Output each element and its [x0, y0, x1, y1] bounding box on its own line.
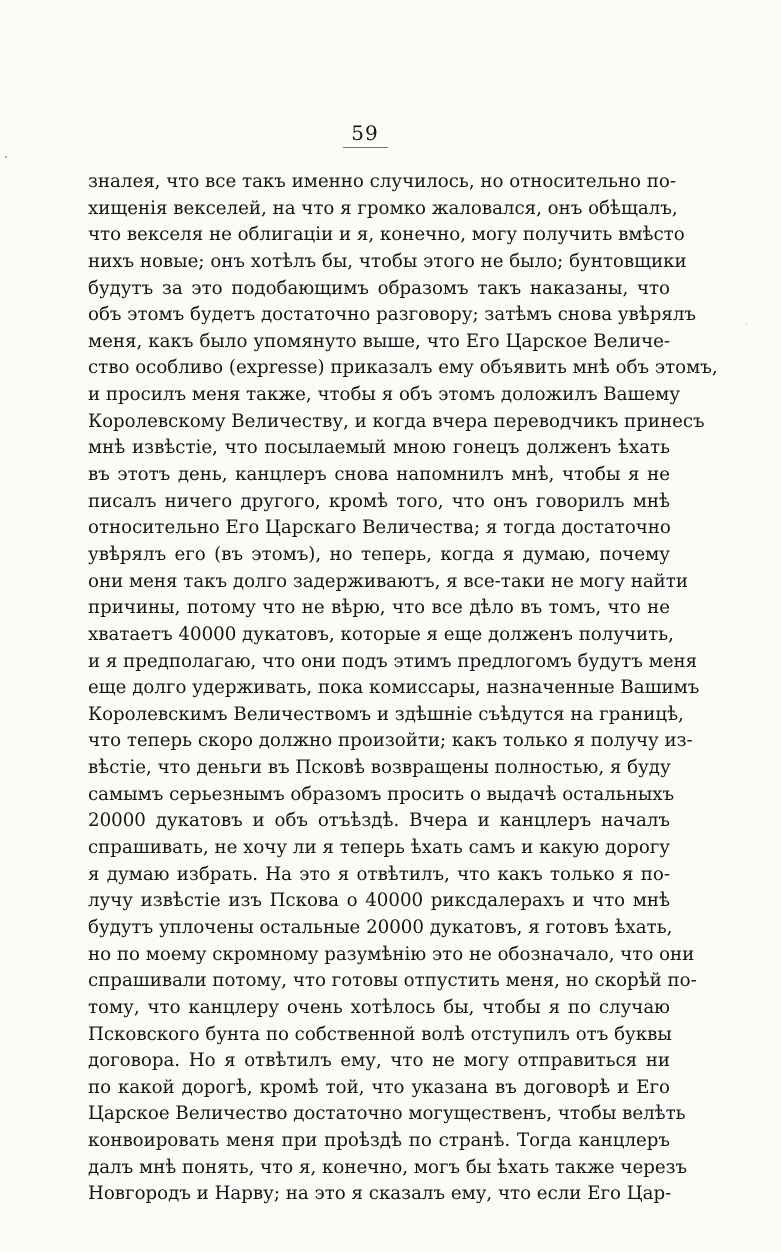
text-line: что векселя не облигаціи и я, конечно, могу получить вмѣсто — [88, 224, 685, 246]
page-number: 59 — [351, 121, 379, 145]
text-line: будутъ уплочены остальные 20000 дукатовъ, я готовъ ѣхать, — [88, 916, 673, 938]
text-line: меня, какъ было упомянуто выше, что Его Царское Величе- — [88, 330, 670, 352]
text-line: далъ мнѣ понять, что я, конечно, могъ бы ѣхать также черезъ — [88, 1156, 688, 1178]
text-line: 20000 дукатовъ и объ отъѣздѣ. Вчера и канцлеръ началъ — [88, 810, 670, 832]
text-line: еще долго удерживать, пока комиссары, назначенные Вашимъ — [88, 677, 700, 699]
text-line: зналея, что все такъ именно случилось, но относительно по- — [88, 171, 676, 192]
text-line: самымъ серьезнымъ образомъ просить о выдачѣ остальныхъ — [88, 783, 675, 805]
text-line: мнѣ извѣстіе, что посылаемый мною гонецъ долженъ ѣхать — [88, 437, 670, 459]
text-line: по какой дорогѣ, кромѣ той, что указана въ договорѣ и Его — [88, 1076, 670, 1098]
text-line: спрашивать, не хочу ли я теперь ѣхать самъ и какую дорогу — [88, 837, 670, 859]
text-line: договора. Но я отвѣтилъ ему, что не могу отправиться ни — [88, 1050, 670, 1072]
text-line: Королевскому Величеству, и когда вчера переводчикъ принесъ — [88, 410, 705, 432]
text-line: Королевскимъ Величествомъ и здѣшніе съѣдутся на границѣ, — [88, 703, 684, 725]
body-text — [88, 169, 718, 1208]
text-line: хватаетъ 40000 дукатовъ, которые я еще долженъ получить, — [88, 623, 674, 645]
text-line: конвоировать меня при проѣздѣ по странѣ. Тогда канцлеръ — [88, 1130, 670, 1152]
text-line: и я предполагаю, что они подъ этимъ предлогомъ будутъ меня — [88, 650, 698, 672]
text-line: я думаю избрать. На это я отвѣтилъ, что какъ только я по- — [88, 863, 670, 885]
text-line: они меня такъ долго задерживаютъ, я все-таки не могу найти — [88, 570, 688, 592]
text-line: относительно Его Царскаго Величества; я тогда достаточно — [88, 517, 671, 539]
text-line: вѣстіе, что деньги въ Псковѣ возвращены полностью, я буду — [88, 757, 671, 779]
text-line: Псковского бунта по собственной волѣ отступилъ отъ буквы — [88, 1023, 672, 1045]
text-line: объ этомъ будетъ достаточно разговору; затѣмъ снова увѣрялъ — [88, 304, 696, 326]
text-line: Царское Величество достаточно могущественъ, чтобы велѣть — [88, 1103, 686, 1125]
text-line: въ этотъ день, канцлеръ снова напомнилъ мнѣ, чтобы я не — [88, 464, 670, 486]
text-line: увѣрялъ его (въ этомъ), но теперь, когда я думаю, почему — [88, 543, 670, 565]
text-line: хищенія векселей, на что я громко жаловался, онъ обѣщалъ, — [88, 197, 678, 219]
text-line: причины, потому что не вѣрю, что все дѣло въ томъ, что не — [88, 597, 670, 619]
page-number-rule — [343, 147, 388, 148]
paper-speck — [746, 324, 747, 325]
text-line: будутъ за это подобающимъ образомъ такъ наказаны, что — [88, 277, 670, 299]
text-line: и просилъ меня также, чтобы я объ этомъ доложилъ Вашему — [88, 384, 681, 406]
text-line: нихъ новые; онъ хотѣлъ бы, чтобы этого не было; бунтовщики — [88, 250, 687, 272]
text-line: что теперь скоро должно произойти; какъ только я получу из- — [88, 730, 693, 752]
text-line: Новгородъ и Нарву; на это я сказалъ ему, что если Его Цар- — [88, 1183, 672, 1205]
paper-speck — [5, 156, 7, 158]
text-line: ство особливо (expresse) приказалъ ему объявить мнѣ объ этомъ, — [88, 357, 718, 379]
text-line: лучу извѣстіе изъ Пскова о 40000 риксдалерахъ и что мнѣ — [88, 890, 670, 912]
text-line: писалъ ничего другого, кромѣ того, что онъ говорилъ мнѣ — [88, 490, 670, 512]
text-line: тому, что канцлеру очень хотѣлось бы, чтобы я по случаю — [88, 996, 670, 1018]
text-line: но по моему скромному разумѣнію это не обозначало, что они — [88, 943, 695, 965]
text-line: спрашивали потому, что готовы отпустить меня, но скорѣй по- — [88, 970, 697, 992]
